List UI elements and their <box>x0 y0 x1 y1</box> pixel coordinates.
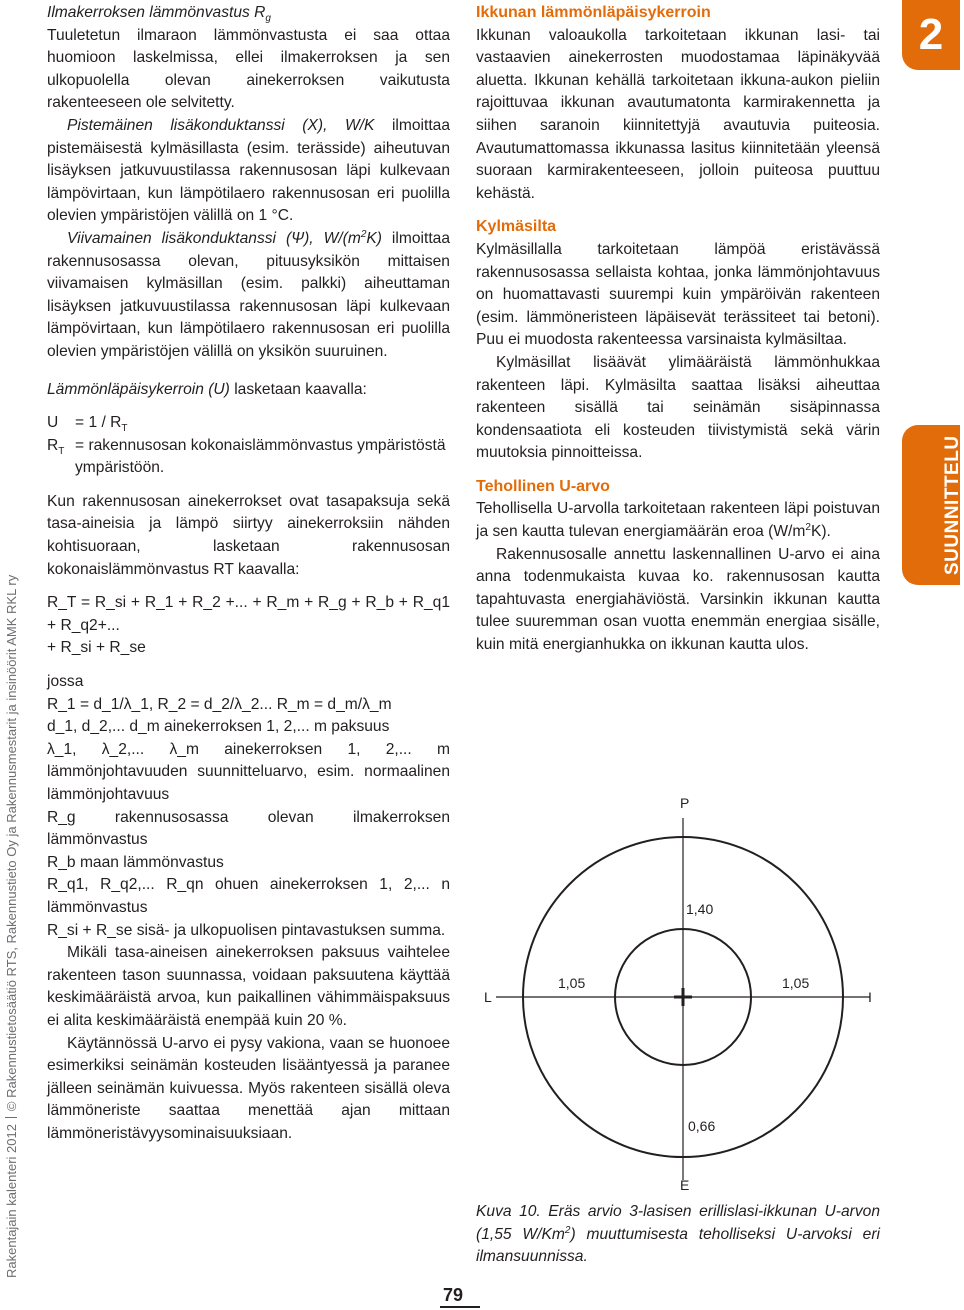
air-layer-title: Ilmakerroksen lämmönvastus R <box>47 4 266 21</box>
effective-u-text-2: Rakennusosalle annettu laskennallinen U-arvo ei aina anna todenmukaista kuvaa ko. rakennusosan kautta tapahtuvasta energiahäviöstä. Varsinkin ikkunan kautta tulee suuremman osan vuotta enemmän energiaa sisälle, kuin mitä energianhukka on ikkunan kautta ulos. <box>476 545 880 654</box>
right-column <box>476 2 880 657</box>
sum-formula-line2: + R_si + R_se <box>47 639 146 657</box>
cold-bridge-heading: Kylmäsilta <box>476 218 557 236</box>
linear-conductance-text: ilmoittaa rakennusosassa olevan, pituusyksikön mittaisen viivamaisen kylmäsillan (esim. palkki) aiheuttaman lisäyksen jatkuvuustilassa rakennusosan läpi kulkevaan lämpövirtaan, kun lämpötilaero rakennusosan eri puolilla olevien ympäristöjen välillä on yksikön suuruinen. <box>47 229 450 360</box>
air-layer-text: Tuuletetun ilmaraon lämmönvastusta ei saa ottaa huomioon laskelmissa, ellei ilmakerroksen ja sen ulkopuolella olevan ainekerroksen vaikutusta rakenteeseen ole selvitetty. <box>47 26 450 112</box>
practice-text: Käytännössä U-arvo ei pysy vakiona, vaan se huonoee esimerkiksi seinämän kosteuden lisääntyessä ja paranee jälleen seinämän kuivuessa. Myös rakenteen sisällä oleva lämmöneriste saattaa menettää ajan mittaan lämmöneristävyysominaisuuksiaan. <box>47 1034 450 1142</box>
label-north: P <box>680 795 690 811</box>
side-note-calendar: Rakentajain kalenteri 2012 <box>4 1124 19 1278</box>
layers-text: Kun rakennusosan ainekerrokset ovat tasapaksuja sekä tasa-aineisia ja lämpö siirtyy ainekerroksiin nähden kohtisuoraan, lasketaan rakennusosan kokonaislämmönvastus RT kaavalla: <box>47 492 450 578</box>
def-rb: R_b maan lämmönvastus <box>47 853 224 871</box>
figure-caption: Kuva 10. Eräs arvio 3-lasisen erillislasi-ikkunan U-arvon (1,55 W/Km$^2$) muuttumisesta teholliseksi U-arvoksi eri ilmansuunnissa. <box>476 1203 880 1266</box>
value-south: 0,66 <box>688 1118 716 1134</box>
def-d: d_1, d_2,... d_m ainekerroksen 1, 2,... m paksuus <box>47 718 390 736</box>
label-east: I <box>868 989 872 1005</box>
value-north: 1,40 <box>686 901 714 917</box>
u-formula <box>47 412 450 435</box>
sum-formula-line1: R_T = R_si + R_1 + R_2 +... + R_m + R_g + R_b + R_q1 + R_q2+... <box>47 594 450 634</box>
cold-bridge-text-2: Kylmäsillat lisäävät ylimääräistä lämmönhukkaa rakenteen läpi. Kylmäsilta saattaa lisäksi aiheuttaa rakenteen sisällä tai seinämän sisäpinnassa kondensaatiota eli kosteuden tiivistymistä sekä värin muutoksia pinnoitteissa. <box>476 353 880 462</box>
copyright-side-note <box>2 518 22 1278</box>
orientation-diagram <box>476 788 880 1198</box>
side-note-copyright: © Rakennustietosäätiö RTS, Rakennustieto Oy ja Rakennusmestarit ja insinöörit AMK RKL ry <box>4 574 19 1112</box>
nonuniform-text: Mikäli tasa-aineisen ainekerroksen paksuus vaihtelee rakenteen tason suunnassa, voidaan paksuutena käyttää keskimääräistä arvoa, kun paikallinen vähimmäispaksuus ei alita keskimääräistä enempää kuin 20 %. <box>47 944 450 1029</box>
chapter-number-badge <box>902 0 960 70</box>
point-conductance-text: ilmoittaa pistemäisestä kylmäsillasta (esim. terässide) aiheutuvan lisäyksen jatkuvuustilassa rakennusosan läpi kulkevaan lämpövirtaan, kun lämpötilaero rakennusosan eri puolilla olevien ympäristöjen välillä on 1 °C. <box>47 116 451 225</box>
value-east: 1,05 <box>782 975 810 991</box>
point-conductance-paragraph <box>47 115 450 228</box>
def-lambda: λ_1, λ_2,... λ_m ainekerroksen 1, 2,... m lämmönjohtavuuden suunnitteluarvo, esim. normaalinen lämmönjohtavuus <box>47 740 450 803</box>
left-column <box>47 2 450 1146</box>
chapter-number: 2 <box>918 10 944 59</box>
cold-bridge-text-1: Kylmäsillalla tarkoitetaan lämpöä eristävässä rakennusosassa sellaista kohtaa, jonka lämmönjohtavuus on huomattavasti suurempi kuin ympäröivän rakenteen (esim. lämmöneristeen läpäisevät terässiteet tai betoni). Puu ei muodosta rakenteessa varsinaista kylmäsiltaa. <box>476 240 880 349</box>
def-rsi: R_si + R_se sisä- ja ulkopuolisen pintavastuksen summa. <box>47 921 446 939</box>
page-number: 79 <box>443 1285 464 1305</box>
window-text: Ikkunan valoaukolla tarkoitetaan ikkunan lasi- tai vastaavien ainekerrosten muodostamaa läpinäkyvää aluetta. Ikkunan kehällä tarkoitetaan ikkuna-aukon pieliin rajoittuvaa ikkunan avautumatonta karmirakennetta ja siihen saranoin kiinnitettyjä avautuvia puiteosia. Avautumattomassa ikkunassa lasitus kiinnitetään yleensä suoraan karmirakenteeseen, jolloin puiteosa puuttuu kehästä. <box>476 26 880 202</box>
page-number-rule <box>440 1306 480 1308</box>
side-note-divider <box>5 1117 17 1118</box>
rt-definition <box>47 435 450 480</box>
def-rg: R_g rakennusosassa olevan ilmakerroksen lämmönvastus <box>47 808 450 849</box>
u-value-intro-text: lasketaan kaavalla: <box>229 380 367 398</box>
def-rq: R_q1, R_q2,... R_qn ohuen ainekerroksen 1, 2,... n lämmönvastus <box>47 876 450 916</box>
value-west: 1,05 <box>558 975 586 991</box>
linear-conductance-term: Viivamainen lisäkonduktanssi (Ψ), $W/(m^2K)$ <box>67 228 382 247</box>
label-south: E <box>680 1177 690 1193</box>
air-layer-title-sub: g <box>265 13 271 25</box>
rt-definition-lhs: $R_T$ <box>47 436 65 457</box>
u-formula-rhs: = $1 / R_T$ <box>75 414 128 435</box>
u-value-intro <box>47 379 450 402</box>
air-layer-heading <box>47 2 450 25</box>
chapter-tab-label: SUUNNITTELU <box>942 435 963 575</box>
u-formula-lhs: U <box>47 414 59 432</box>
rt-definition-rhs: = rakennusosan kokonaislämmönvastus ympäristöstä ympäristöön. <box>75 436 446 477</box>
effective-u-heading: Tehollinen U-arvo <box>476 477 610 495</box>
chapter-tab <box>902 425 963 585</box>
where-label: jossa <box>47 673 84 691</box>
linear-conductance-paragraph <box>47 228 450 364</box>
window-heading: Ikkunan lämmönläpäisykerroin <box>476 4 711 21</box>
def-r: R_1 = d_1/λ_1, R_2 = d_2/λ_2... R_m = d_m/λ_m <box>47 695 392 713</box>
point-conductance-term: Pistemäinen lisäkonduktanssi (X), W/K <box>67 116 375 134</box>
label-west: L <box>484 989 492 1005</box>
effective-u-text-1: Tehollisella U-arvolla tarkoitetaan rakenteen läpi poistuvan ja sen kautta tulevan energiamäärän eroa $(W/m^2K)$. <box>476 500 880 541</box>
u-value-term: Lämmönläpäisykerroin (U) <box>47 380 230 398</box>
